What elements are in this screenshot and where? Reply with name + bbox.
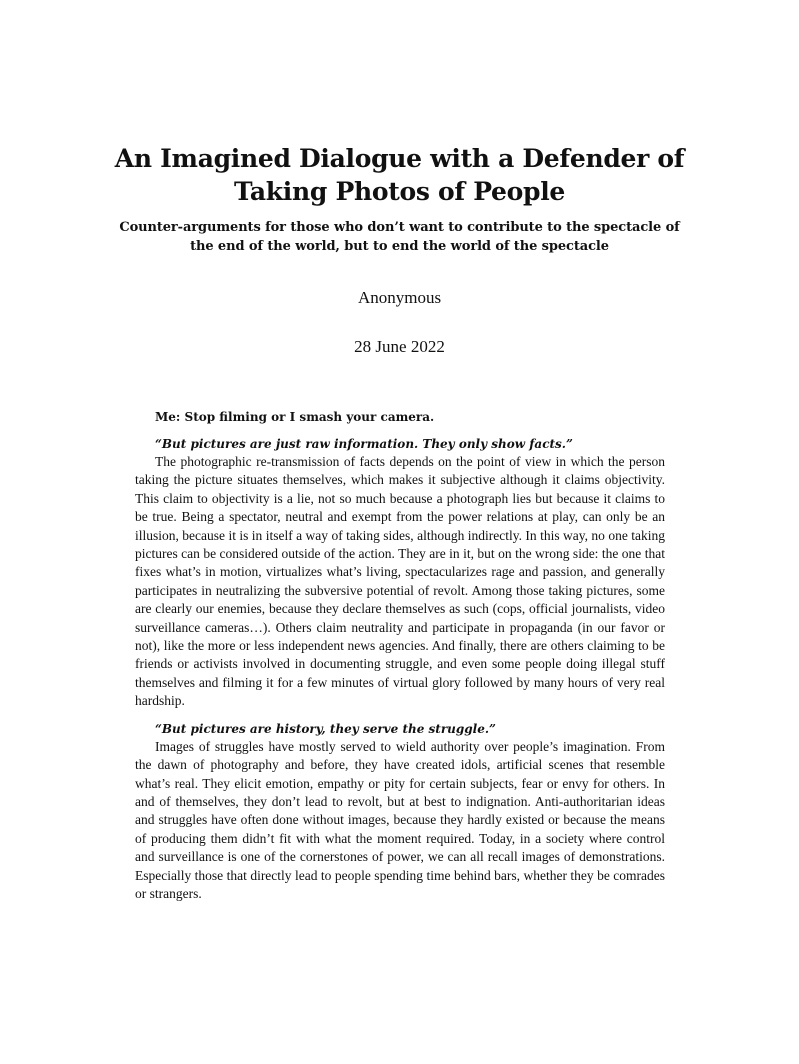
document-title: An Imagined Dialogue with a Defender of Taking Photos of People (114, 144, 685, 206)
section-paragraph: Images of struggles have mostly served to wield authority over people’s imagination. From the dawn of photography and before, they have created idols, artificial scenes that resemble what’s real. They elicit emotion, empathy or pity for certain subjects, fear or envy for others. In and of themselves, they don’t lead to revolt, but at best to indignation. Anti-authoritarian ideas and struggles have often done without images, because they hardly existed or because the means of producing them didn’t fit with what the moment required. Today, in a society where control and surveillance is one of the cornerstones of power, we can all recall images of demonstrations. Especially those that directly lead to people spending time behind bars, whether they be comrades or strangers. (135, 738, 665, 901)
document-author: Anonymous (357, 288, 442, 307)
document-body (135, 408, 665, 912)
section-quote: “But pictures are just raw information. They only show facts.” (155, 437, 573, 451)
document-date: 28 June 2022 (354, 337, 445, 356)
document-subtitle: Counter-arguments for those who don’t want to contribute to the spectacle of the end of the world, but to end the world of the spectacle (119, 220, 680, 254)
section-quote: “But pictures are history, they serve the struggle.” (155, 721, 496, 736)
opening-line: Me: Stop filming or I smash your camera. (155, 410, 435, 424)
section-paragraph: The photographic re-transmission of facts depends on the point of view in which the person taking the picture situates themselves, which makes it subjective although it claims objectivity. This claim to objectivity is a lie, not so much because a photograph lies but because it claims to be true. Being a spectator, neutral and exempt from the power relations at play, can only be an illusion, because it is in itself a way of taking sides, although indirectly. In this way, no one taking pictures can be considered outside of the action. They are in it, but on the wrong side: the one that fixes what’s in motion, virtualizes what’s living, spectacularizes rage and passion, and generally participates in neutralizing the subversive potential of revolt. Among those taking pictures, some are clearly our enemies, because they declare themselves as such (cops, official journalists, video surveillance cameras…). Others claim neutrality and participate in propaganda (in our favor or not), like the more or less independent news agencies. And finally, there are others claiming to be friends or activists involved in documenting struggle, and even some people doing illegal stuff themselves and filming it for a few minutes of virtual glory followed by many hours of very real hardship. (135, 454, 665, 709)
